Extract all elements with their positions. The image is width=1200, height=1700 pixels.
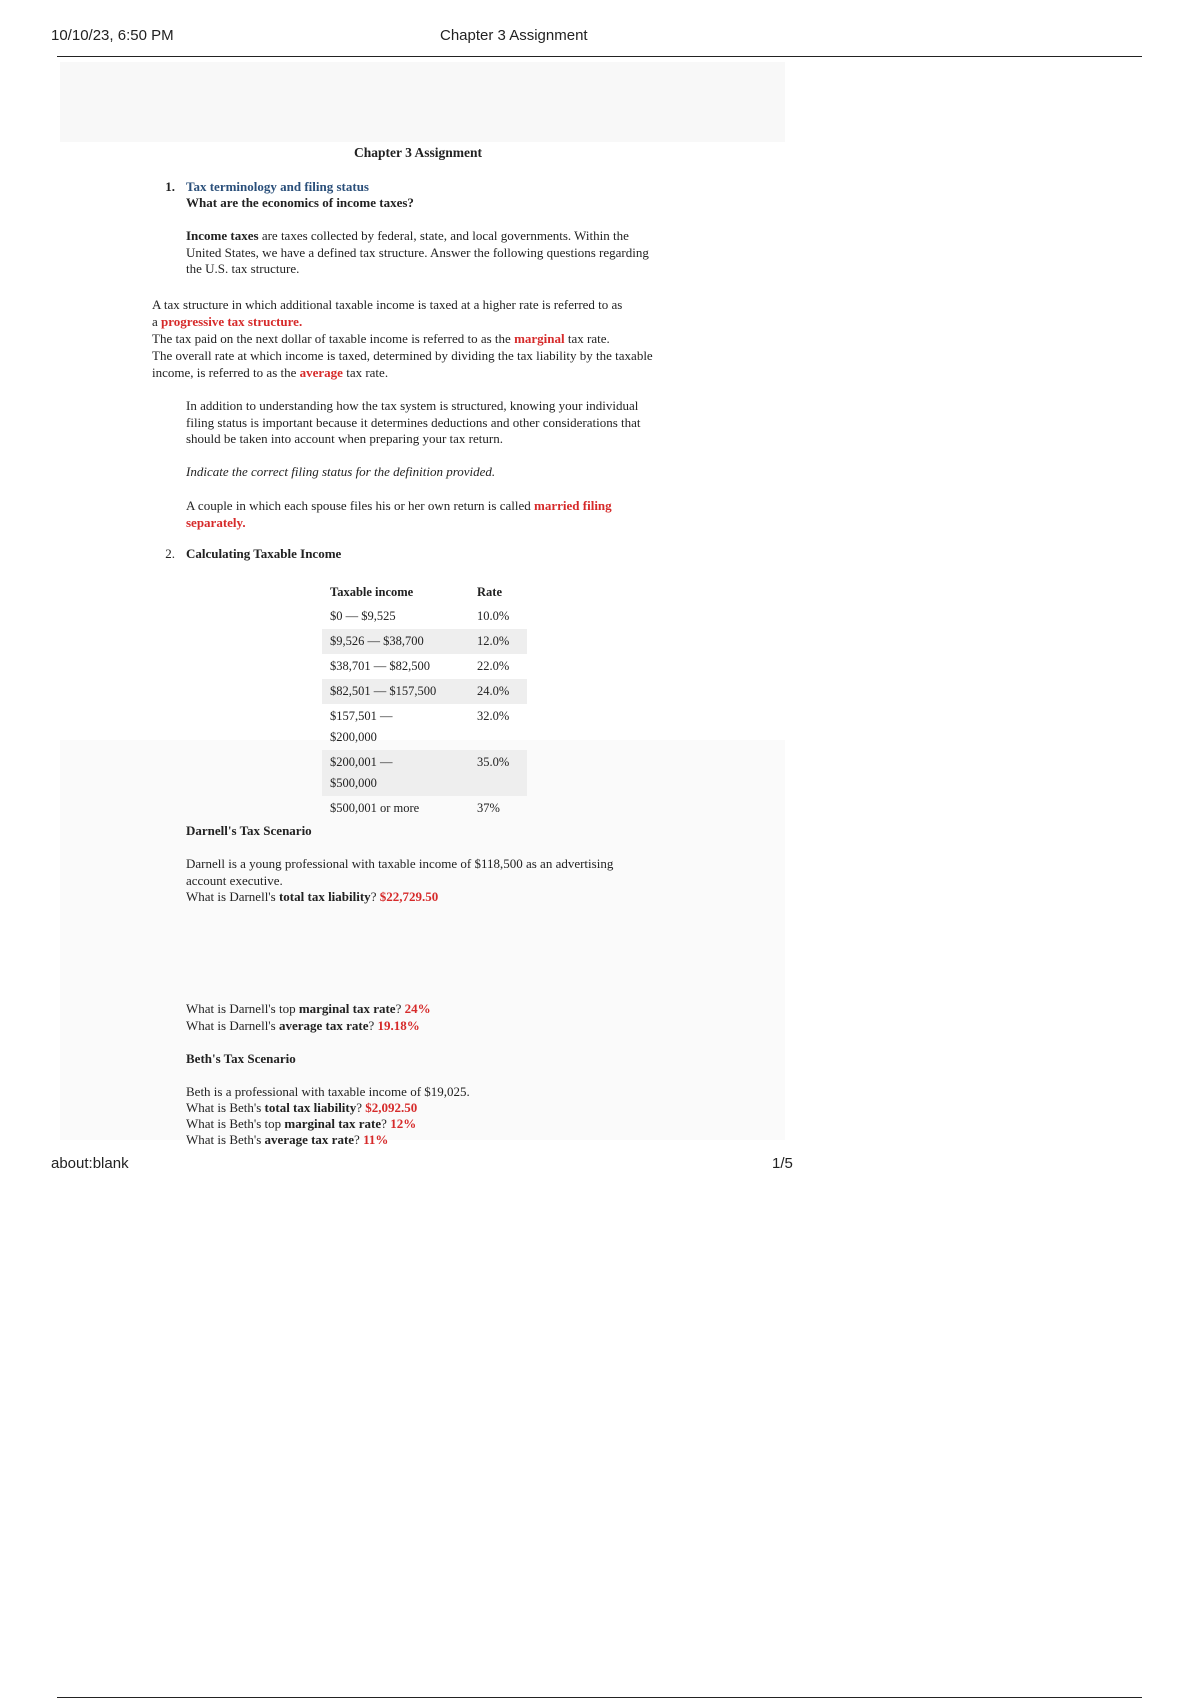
question-marginal: The tax paid on the next dollar of taxable income is referred to as the marginal tax rate. bbox=[152, 331, 610, 346]
table-row bbox=[322, 679, 527, 704]
darnell-liability-question: What is Darnell's total tax liability? $22,729.50 bbox=[186, 889, 439, 904]
table-row bbox=[322, 750, 527, 796]
column-header: Rate bbox=[477, 584, 502, 599]
rate-cell: 10.0% bbox=[477, 609, 510, 623]
table-row bbox=[322, 704, 527, 750]
income-cell: $157,501 — $200,000 bbox=[330, 709, 393, 744]
income-cell: $82,501 — $157,500 bbox=[322, 679, 469, 704]
section-1-subheading: What are the economics of income taxes? bbox=[186, 195, 414, 210]
beth-liability-answer: $2,092.50 bbox=[365, 1100, 418, 1115]
table-header-row bbox=[322, 580, 527, 604]
answer-filing-status: married filing bbox=[534, 498, 612, 513]
question-progressive: A tax structure in which additional taxable income is taxed at a higher rate is referred to as a progressive tax structure. bbox=[152, 297, 623, 329]
table-row bbox=[322, 654, 527, 679]
darnell-description: Darnell is a young professional with taxable income of $118,500 as an advertising account executive. bbox=[186, 856, 614, 888]
table-row bbox=[322, 629, 527, 654]
section-1-number: 1. bbox=[165, 179, 175, 194]
rate-cell: 35.0% bbox=[469, 750, 527, 796]
answer-average: average bbox=[299, 364, 343, 380]
income-cell: $9,526 — $38,700 bbox=[322, 629, 469, 654]
darnell-scenario-heading: Darnell's Tax Scenario bbox=[186, 823, 312, 838]
header-divider bbox=[57, 56, 1142, 57]
darnell-marginal-answer: 24% bbox=[404, 1001, 431, 1016]
answer-marginal: marginal bbox=[514, 331, 565, 346]
income-cell: $200,001 — $500,000 bbox=[322, 750, 469, 796]
page-wash-top bbox=[60, 62, 785, 142]
print-footer-page-number: 1/5 bbox=[772, 1155, 793, 1172]
document-title: Chapter 3 Assignment bbox=[354, 145, 483, 160]
filing-instruction: Indicate the correct filing status for the definition provided. bbox=[186, 464, 496, 479]
print-footer-url: about:blank bbox=[51, 1155, 129, 1172]
table-row bbox=[322, 796, 527, 821]
question-filing-status: A couple in which each spouse files his or her own return is called married filing separately. bbox=[186, 498, 612, 530]
income-cell: $500,001 or more bbox=[330, 801, 420, 815]
darnell-average-answer: 19.18% bbox=[377, 1018, 420, 1033]
rate-cell: 24.0% bbox=[469, 679, 527, 704]
print-header-title: Chapter 3 Assignment bbox=[440, 27, 588, 44]
darnell-liability-answer: $22,729.50 bbox=[379, 889, 439, 904]
rate-cell: 22.0% bbox=[477, 659, 510, 673]
beth-average-question: What is Beth's average tax rate? 11% bbox=[186, 1132, 389, 1147]
income-cell: $38,701 — $82,500 bbox=[330, 659, 430, 673]
section-2-number: 2. bbox=[165, 546, 175, 561]
footer-divider bbox=[57, 1697, 1142, 1698]
beth-average-answer: 11% bbox=[363, 1132, 389, 1147]
column-header: Taxable income bbox=[330, 584, 414, 599]
income-cell: $0 — $9,525 bbox=[330, 609, 396, 623]
rate-cell: 32.0% bbox=[477, 709, 510, 723]
rate-cell: 12.0% bbox=[469, 629, 527, 654]
beth-liability-question: What is Beth's total tax liability? $2,092.50 bbox=[186, 1100, 418, 1115]
question-average: The overall rate at which income is taxed, determined by dividing the tax liability by the taxable income, is referred to as the average tax rate. bbox=[152, 348, 653, 380]
table-row bbox=[322, 604, 527, 629]
section-2-heading: Calculating Taxable Income bbox=[186, 546, 342, 561]
answer-progressive: progressive tax structure bbox=[161, 313, 299, 329]
filing-status-intro: In addition to understanding how the tax system is structured, knowing your individual filing status is important because it determines deductions and other considerations that should be taken into account when preparing your tax return. bbox=[186, 398, 641, 446]
beth-marginal-question: What is Beth's top marginal tax rate? 12% bbox=[186, 1116, 417, 1131]
beth-description: Beth is a professional with taxable income of $19,025. bbox=[186, 1084, 470, 1099]
tax-bracket-table bbox=[322, 580, 527, 821]
beth-scenario-heading: Beth's Tax Scenario bbox=[186, 1051, 296, 1066]
section-1-heading: Tax terminology and filing status bbox=[186, 179, 369, 194]
income-taxes-intro: Income taxes are taxes collected by federal, state, and local governments. Within the United States, we have a defined tax structure. Answer the following questions regarding the U.S. tax structure. bbox=[186, 228, 649, 276]
darnell-marginal-question: What is Darnell's top marginal tax rate? 24% bbox=[186, 1001, 431, 1016]
rate-cell: 37% bbox=[477, 801, 500, 815]
beth-marginal-answer: 12% bbox=[390, 1116, 417, 1131]
darnell-average-question: What is Darnell's average tax rate? 19.18% bbox=[186, 1018, 420, 1033]
print-header-datetime: 10/10/23, 6:50 PM bbox=[51, 27, 174, 44]
